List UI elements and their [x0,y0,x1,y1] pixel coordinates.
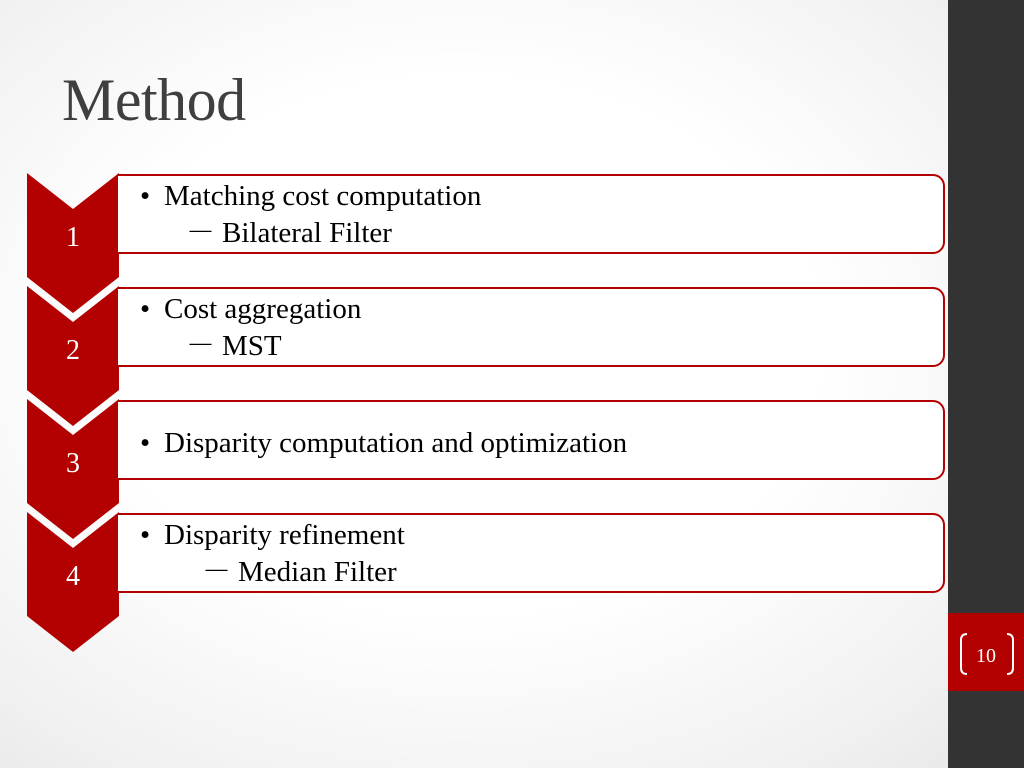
bullet-icon: • [140,519,151,551]
step-number: 4 [66,561,80,592]
slide-title: Method [62,67,246,133]
step-bullet [140,426,627,460]
bullet-text: Cost aggregation [164,293,362,325]
step-sub-bullet [202,555,397,589]
sub-bullet-text: Median Filter [238,556,397,588]
page-number: 10 [976,645,996,667]
step-text-box [118,174,945,254]
step-sub-bullet [186,329,282,363]
step-bullet [140,179,481,213]
step-text-box [118,400,945,480]
step-text-box [118,287,945,367]
step-number: 3 [66,448,80,479]
bullet-text: Disparity refinement [164,519,405,551]
step-sub-bullet [186,216,392,250]
dash-icon: － [202,556,232,588]
bullet-icon: • [140,427,151,459]
step-number: 1 [66,222,80,253]
dash-icon: － [186,217,216,249]
step-bullet [140,292,361,326]
bullet-icon: • [140,180,151,212]
bullet-text: Matching cost computation [164,180,482,212]
step-number: 2 [66,335,80,366]
sub-bullet-text: MST [222,330,282,362]
step-text-box [118,513,945,593]
dash-icon: － [186,330,216,362]
step-4 [0,512,948,652]
bullet-icon: • [140,293,151,325]
sub-bullet-text: Bilateral Filter [222,217,392,249]
step-bullet [140,518,405,552]
bullet-text: Disparity computation and optimization [164,427,628,459]
